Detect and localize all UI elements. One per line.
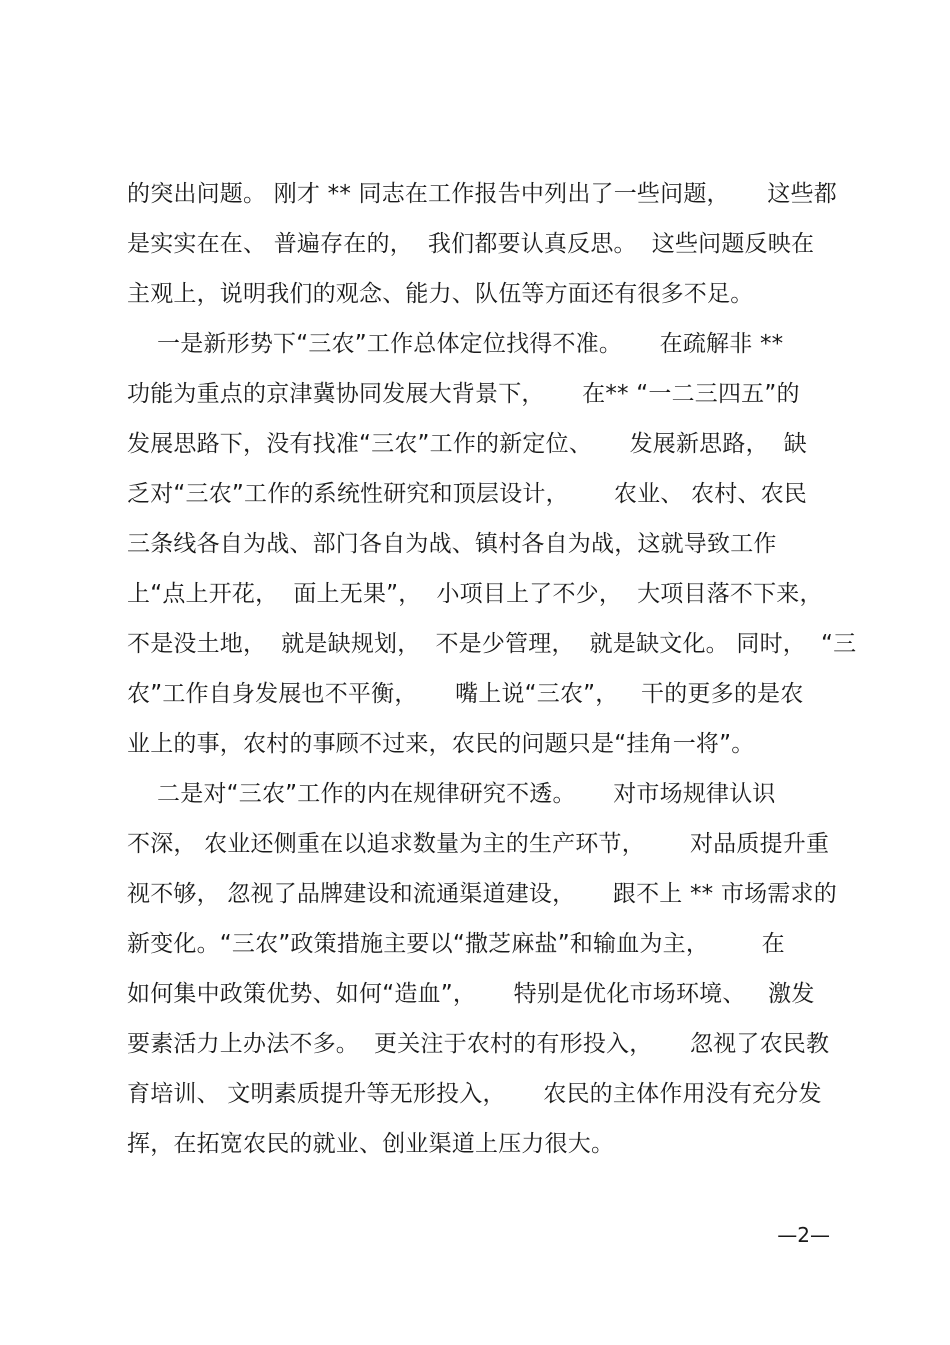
text-line: 发展思路下，没有找准“三农”工作的新定位、 发展新思路， 缺 [127, 431, 808, 457]
text-line: 主观上，说明我们的观念、能力、队伍等方面还有很多不足。 [127, 281, 754, 307]
text-line: 功能为重点的京津冀协同发展大背景下， 在** “一二三四五”的 [127, 381, 800, 407]
text-line: 挥，在拓宽农民的就业、创业渠道上压力很大。 [127, 1131, 615, 1157]
text-line: 要素活力上办法不多。 更关注于农村的有形投入， 忽视了农民教 [127, 1031, 830, 1057]
text-line: 业上的事，农村的事顾不过来，农民的问题只是“挂角一将”。 [127, 731, 755, 757]
text-line: 不深， 农业还侧重在以追求数量为主的生产环节， 对品质提升重 [127, 831, 830, 857]
page-number: —2— [777, 1223, 830, 1247]
text-line: 上“点上开花， 面上无果”， 小项目上了不少， 大项目落不下来， [127, 581, 823, 607]
text-line: 的突出问题。 刚才 ** 同志在工作报告中列出了一些问题， 这些都 [127, 181, 837, 207]
text-line: 育培训、 文明素质提升等无形投入， 农民的主体作用没有充分发 [127, 1081, 822, 1107]
text-line: 农”工作自身发展也不平衡， 嘴上说“三农”， 干的更多的是农 [127, 681, 804, 707]
text-line: 乏对“三农”工作的系统性研究和顶层设计， 农业、 农村、农民 [127, 481, 808, 507]
text-line: 不是没土地， 就是缺规划， 不是少管理， 就是缺文化。 同时， “三 [127, 631, 857, 657]
text-line: 一是新形势下“三农”工作总体定位找得不准。 在疏解非 ** [127, 331, 784, 357]
text-line: 三条线各自为战、部门各自为战、镇村各自为战，这就导致工作 [127, 531, 777, 557]
text-line: 是实实在在、 普遍存在的， 我们都要认真反思。 这些问题反映在 [127, 231, 815, 257]
text-line: 二是对“三农”工作的内在规律研究不透。 对市场规律认识 [127, 781, 776, 807]
text-line: 视不够， 忽视了品牌建设和流通渠道建设， 跟不上 ** 市场需求的 [127, 881, 837, 907]
text-line: 新变化。“三农”政策措施主要以“撒芝麻盐”和输血为主， 在 [127, 931, 785, 957]
text-line: 如何集中政策优势、如何“造血”， 特别是优化市场环境、 激发 [127, 981, 815, 1007]
